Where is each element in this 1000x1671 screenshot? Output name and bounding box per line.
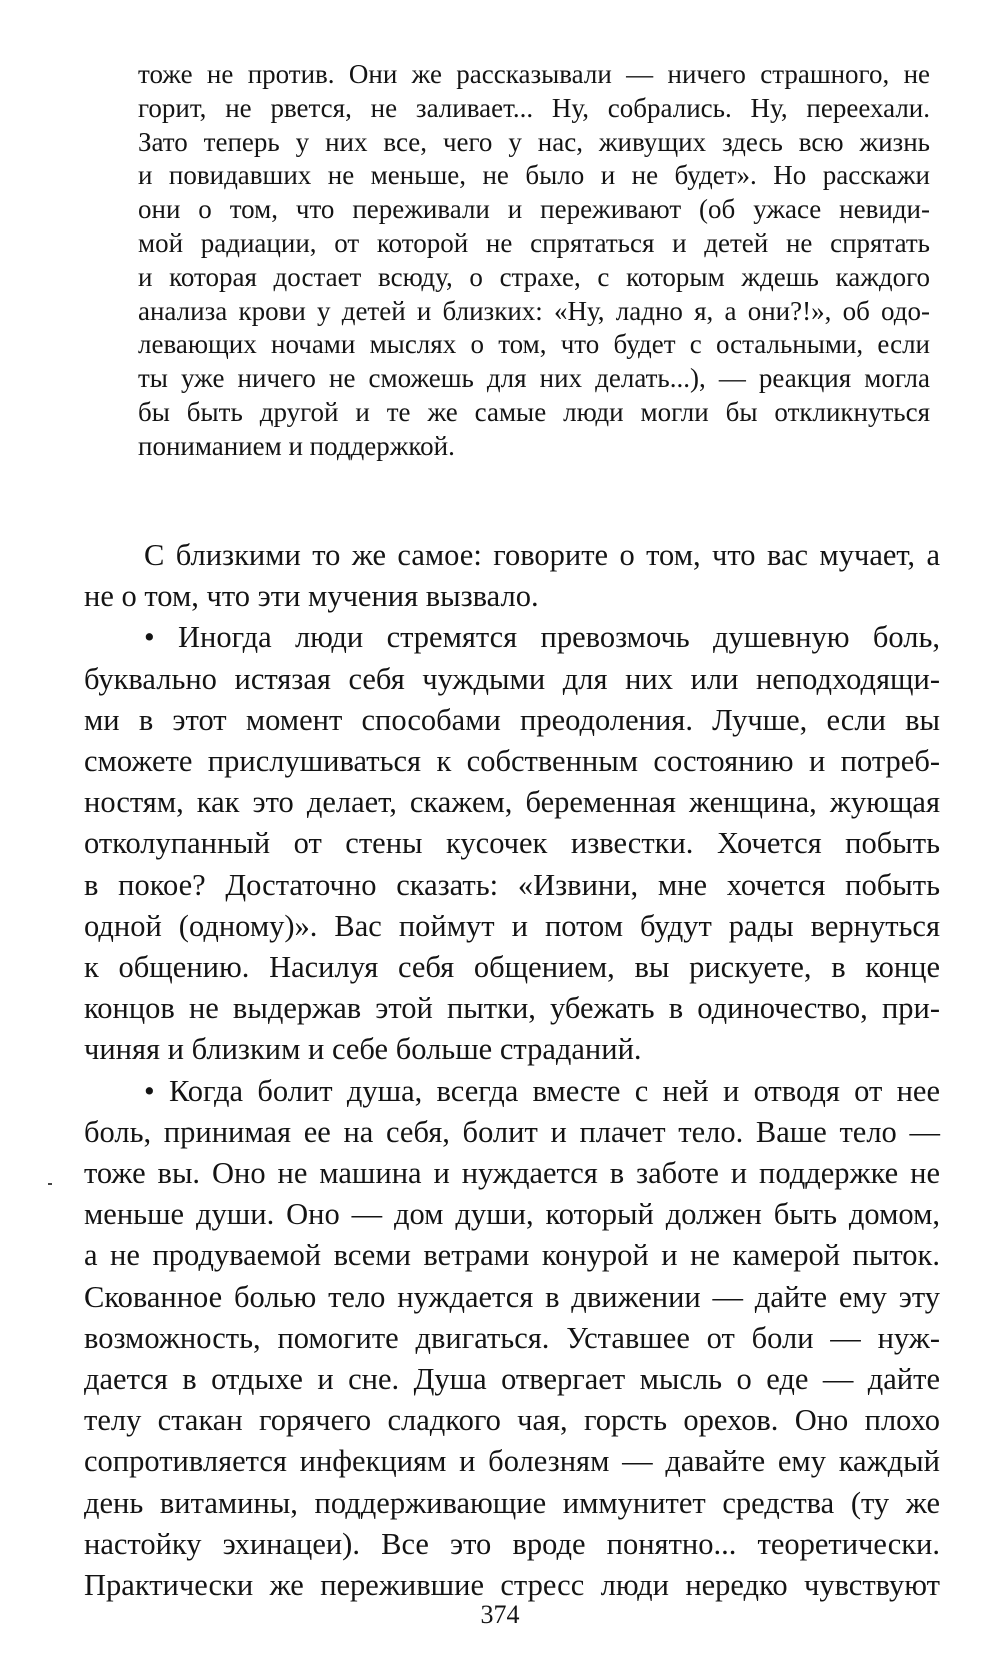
quote-line: анализа крови у детей и близких: «Ну, ладно я, а они?!», об одо- xyxy=(138,295,930,326)
quote-line: бы быть другой и те же самые люди могли бы откликнуться xyxy=(138,396,930,427)
quote-line: пониманием и поддержкой. xyxy=(138,430,455,461)
paragraph-line: в покое? Достаточно сказать: «Извини, мне хочется побыть xyxy=(84,867,940,902)
paragraph-line: Скованное болью тело нуждается в движении — дайте ему эту xyxy=(84,1279,940,1314)
paragraph-line: возможность, помогите двигаться. Уставшее от боли — нуж- xyxy=(84,1320,940,1355)
quote-line: горит, не рвется, не заливает... Ну, собрались. Ну, переехали. xyxy=(138,92,930,123)
paragraph-line: к общению. Насилуя себя общением, вы рискуете, в конце xyxy=(84,950,940,985)
paragraph-line: одной (одному)». Вас поймут и потом будут рады вернуться xyxy=(84,908,940,943)
quote-line: мой радиации, от которой не спрятаться и детей не спрятать xyxy=(138,227,930,258)
quote-line: они о том, что переживали и переживают (об ужасе невиди- xyxy=(138,194,930,225)
quote-line: и которая достает всюду, о страхе, с которым ждешь каждого xyxy=(138,261,930,292)
paragraph-line: сможете прислушиваться к собственным состоянию и потреб- xyxy=(84,744,940,779)
paragraph-line: ностям, как это делает, скажем, беременная женщина, жующая xyxy=(84,785,940,820)
body-text xyxy=(84,535,940,1606)
paragraph-line: концов не выдержав этой пытки, убежать в одиночество, при- xyxy=(84,991,940,1026)
paragraph-line: буквально истязая себя чуждыми для них или неподходящи- xyxy=(84,661,940,696)
paragraph-line: дается в отдыхе и сне. Душа отвергает мысль о еде — дайте xyxy=(84,1362,940,1397)
paragraph-line: настойку эхинацеи). Все это вроде понятно... теоретически. xyxy=(84,1526,940,1561)
paragraph-line: чиняя и близким и себе больше страданий. xyxy=(84,1032,642,1067)
paragraph-line: тоже вы. Оно не машина и нуждается в заботе и поддержке не xyxy=(84,1156,940,1191)
paragraph-line: телу стакан горячего сладкого чая, горсть орехов. Оно плохо xyxy=(84,1403,940,1438)
paragraph-line: не о том, что эти мучения вызвало. xyxy=(84,579,539,614)
paragraph-line: ми в этот момент способами преодоления. Лучше, если вы xyxy=(84,702,940,737)
page-number: 374 xyxy=(480,1600,520,1629)
paragraph-line: день витамины, поддерживающие иммунитет средства (ту же xyxy=(84,1485,940,1520)
paragraph-line: С близкими то же самое: говорите о том, что вас мучает, а xyxy=(144,538,940,572)
margin-mark xyxy=(48,1183,52,1185)
bullet-line: • Когда болит душа, всегда вместе с ней и отводя от нее xyxy=(144,1073,940,1108)
quote-line: Зато теперь у них все, чего у нас, живущих здесь всю жизнь xyxy=(138,126,930,157)
bullet-line: • Иногда люди стремятся превозмочь душевную боль, xyxy=(144,620,940,655)
paragraph-line: боль, принимая ее на себя, болит и плачет тело. Ваше тело — xyxy=(84,1114,940,1149)
paragraph-line: а не продуваемой всеми ветрами конурой и не камерой пыток. xyxy=(84,1238,940,1273)
quote-line: и повидавших не меньше, не было и не будет». Но расскажи xyxy=(138,160,930,191)
paragraph-line: Практически же пережившие стресс люди нередко чувствуют xyxy=(84,1568,940,1603)
paragraph-line: отколупанный от стены кусочек известки. Хочется побыть xyxy=(84,826,940,861)
quote-paragraph xyxy=(138,58,930,464)
quote-line: тоже не против. Они же рассказывали — ничего страшного, не xyxy=(138,59,930,89)
paragraph-line: меньше души. Оно — дом души, который должен быть домом, xyxy=(84,1197,940,1232)
quote-line: ты уже ничего не сможешь для них делать...), — реакция могла xyxy=(138,363,930,394)
paragraph-line: сопротивляется инфекциям и болезням — давайте ему каждый xyxy=(84,1444,940,1479)
quote-line: левающих ночами мыслях о том, что будет с остальными, если xyxy=(138,329,930,360)
